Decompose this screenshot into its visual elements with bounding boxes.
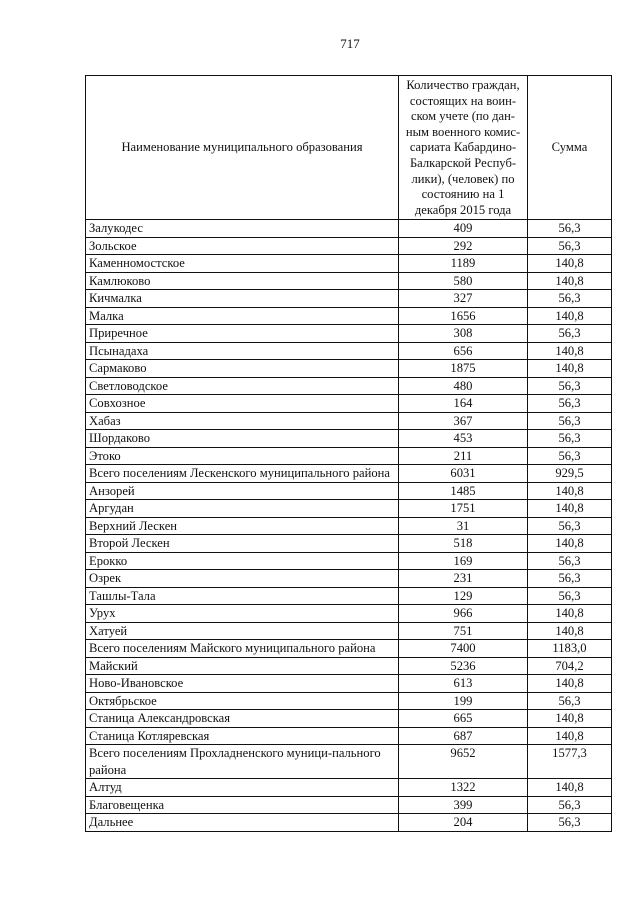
sum-cell: 140,8 [528,779,612,797]
municipality-name-cell: Майский [86,657,399,675]
header-citizens-count: Количество граждан, состоящих на воин-ском учете (по дан-ным военного комис-сариата Кабардино-Балкарской Респуб-лики), (человек) по состоянию на 1 декабря 2015 года [399,76,528,220]
sum-cell: 1183,0 [528,640,612,658]
sum-cell: 140,8 [528,710,612,728]
table-row [86,745,612,779]
table-row [86,395,612,413]
citizens-count-cell: 164 [399,395,528,413]
sum-cell: 56,3 [528,517,612,535]
municipality-name-cell: Урух [86,605,399,623]
table-row [86,587,612,605]
citizens-count-cell: 687 [399,727,528,745]
table-row [86,290,612,308]
sum-cell: 56,3 [528,447,612,465]
citizens-count-cell: 199 [399,692,528,710]
table-row [86,605,612,623]
sum-cell: 704,2 [528,657,612,675]
municipality-name-cell: Станица Котляревская [86,727,399,745]
table-row [86,220,612,238]
citizens-count-cell: 204 [399,814,528,832]
table-row [86,552,612,570]
sum-cell: 56,3 [528,796,612,814]
table-row [86,307,612,325]
municipality-name-cell: Ташлы-Тала [86,587,399,605]
header-municipality: Наименование муниципального образования [86,76,399,220]
municipality-name-cell: Этоко [86,447,399,465]
municipality-name-cell: Аргудан [86,500,399,518]
sum-cell: 56,3 [528,570,612,588]
header-sum: Сумма [528,76,612,220]
table-row [86,570,612,588]
municipality-name-cell: Всего поселениям Майского муниципального района [86,640,399,658]
citizens-count-cell: 518 [399,535,528,553]
municipality-name-cell: Малка [86,307,399,325]
sum-cell: 56,3 [528,552,612,570]
sum-cell: 140,8 [528,500,612,518]
table-row [86,360,612,378]
table-row [86,237,612,255]
municipality-name-cell: Всего поселениям Лескенского муниципального района [86,465,399,483]
municipality-name-cell: Второй Лескен [86,535,399,553]
sum-cell: 140,8 [528,482,612,500]
municipality-name-cell: Залукодес [86,220,399,238]
table-row [86,622,612,640]
citizens-count-cell: 31 [399,517,528,535]
citizens-count-cell: 751 [399,622,528,640]
citizens-count-cell: 613 [399,675,528,693]
table-row [86,710,612,728]
citizens-count-cell: 453 [399,430,528,448]
municipality-name-cell: Благовещенка [86,796,399,814]
table-row [86,535,612,553]
municipality-name-cell: Октябрьское [86,692,399,710]
citizens-count-cell: 966 [399,605,528,623]
table-row [86,377,612,395]
municipality-name-cell: Кичмалка [86,290,399,308]
municipality-name-cell: Псынадаха [86,342,399,360]
municipality-name-cell: Сармаково [86,360,399,378]
municipality-name-cell: Ново-Ивановское [86,675,399,693]
sum-cell: 56,3 [528,290,612,308]
allocation-table [85,75,612,832]
table-row [86,692,612,710]
sum-cell: 140,8 [528,727,612,745]
sum-cell: 140,8 [528,675,612,693]
sum-cell: 140,8 [528,342,612,360]
municipality-name-cell: Шордаково [86,430,399,448]
table-row [86,640,612,658]
sum-cell: 56,3 [528,412,612,430]
municipality-name-cell: Камлюково [86,272,399,290]
sum-cell: 140,8 [528,605,612,623]
municipality-name-cell: Дальнее [86,814,399,832]
citizens-count-cell: 5236 [399,657,528,675]
table-row [86,796,612,814]
citizens-count-cell: 231 [399,570,528,588]
sum-cell: 56,3 [528,377,612,395]
municipality-name-cell: Хабаз [86,412,399,430]
table-row [86,482,612,500]
citizens-count-cell: 327 [399,290,528,308]
table-row [86,342,612,360]
municipality-name-cell: Озрек [86,570,399,588]
sum-cell: 56,3 [528,692,612,710]
table-row [86,727,612,745]
municipality-name-cell: Каменномостское [86,255,399,273]
citizens-count-cell: 1751 [399,500,528,518]
municipality-name-cell: Станица Александровская [86,710,399,728]
sum-cell: 56,3 [528,237,612,255]
page-number: 717 [340,36,360,51]
municipality-name-cell: Светловодское [86,377,399,395]
citizens-count-cell: 1485 [399,482,528,500]
citizens-count-cell: 1322 [399,779,528,797]
table-row [86,465,612,483]
municipality-name-cell: Анзорей [86,482,399,500]
sum-cell: 140,8 [528,255,612,273]
sum-cell: 140,8 [528,360,612,378]
sum-cell: 140,8 [528,307,612,325]
citizens-count-cell: 308 [399,325,528,343]
sum-cell: 1577,3 [528,745,612,779]
citizens-count-cell: 665 [399,710,528,728]
sum-cell: 140,8 [528,272,612,290]
sum-cell: 56,3 [528,430,612,448]
municipality-name-cell: Алтуд [86,779,399,797]
sum-cell: 56,3 [528,220,612,238]
table-row [86,430,612,448]
municipality-name-cell: Зольское [86,237,399,255]
table-row [86,500,612,518]
citizens-count-cell: 399 [399,796,528,814]
sum-cell: 56,3 [528,325,612,343]
citizens-count-cell: 409 [399,220,528,238]
citizens-count-cell: 1875 [399,360,528,378]
municipality-name-cell: Приречное [86,325,399,343]
citizens-count-cell: 211 [399,447,528,465]
table-row [86,814,612,832]
citizens-count-cell: 367 [399,412,528,430]
municipality-name-cell: Ерокко [86,552,399,570]
municipality-name-cell: Всего поселениям Прохладненского муници-пального района [86,745,399,779]
sum-cell: 140,8 [528,535,612,553]
sum-cell: 140,8 [528,622,612,640]
sum-cell: 56,3 [528,395,612,413]
citizens-count-cell: 656 [399,342,528,360]
municipality-name-cell: Верхний Лескен [86,517,399,535]
citizens-count-cell: 6031 [399,465,528,483]
sum-cell: 56,3 [528,587,612,605]
municipality-name-cell: Совхозное [86,395,399,413]
table-row [86,447,612,465]
citizens-count-cell: 169 [399,552,528,570]
municipality-name-cell: Хатуей [86,622,399,640]
table-row [86,272,612,290]
table-row [86,325,612,343]
sum-cell: 929,5 [528,465,612,483]
citizens-count-cell: 292 [399,237,528,255]
citizens-count-cell: 580 [399,272,528,290]
table-row [86,517,612,535]
citizens-count-cell: 7400 [399,640,528,658]
table-row [86,255,612,273]
sum-cell: 56,3 [528,814,612,832]
citizens-count-cell: 1189 [399,255,528,273]
table-row [86,657,612,675]
table-row [86,675,612,693]
citizens-count-cell: 129 [399,587,528,605]
citizens-count-cell: 1656 [399,307,528,325]
table-header-row [86,76,612,220]
citizens-count-cell: 480 [399,377,528,395]
citizens-count-cell: 9652 [399,745,528,779]
table-row [86,412,612,430]
table-row [86,779,612,797]
